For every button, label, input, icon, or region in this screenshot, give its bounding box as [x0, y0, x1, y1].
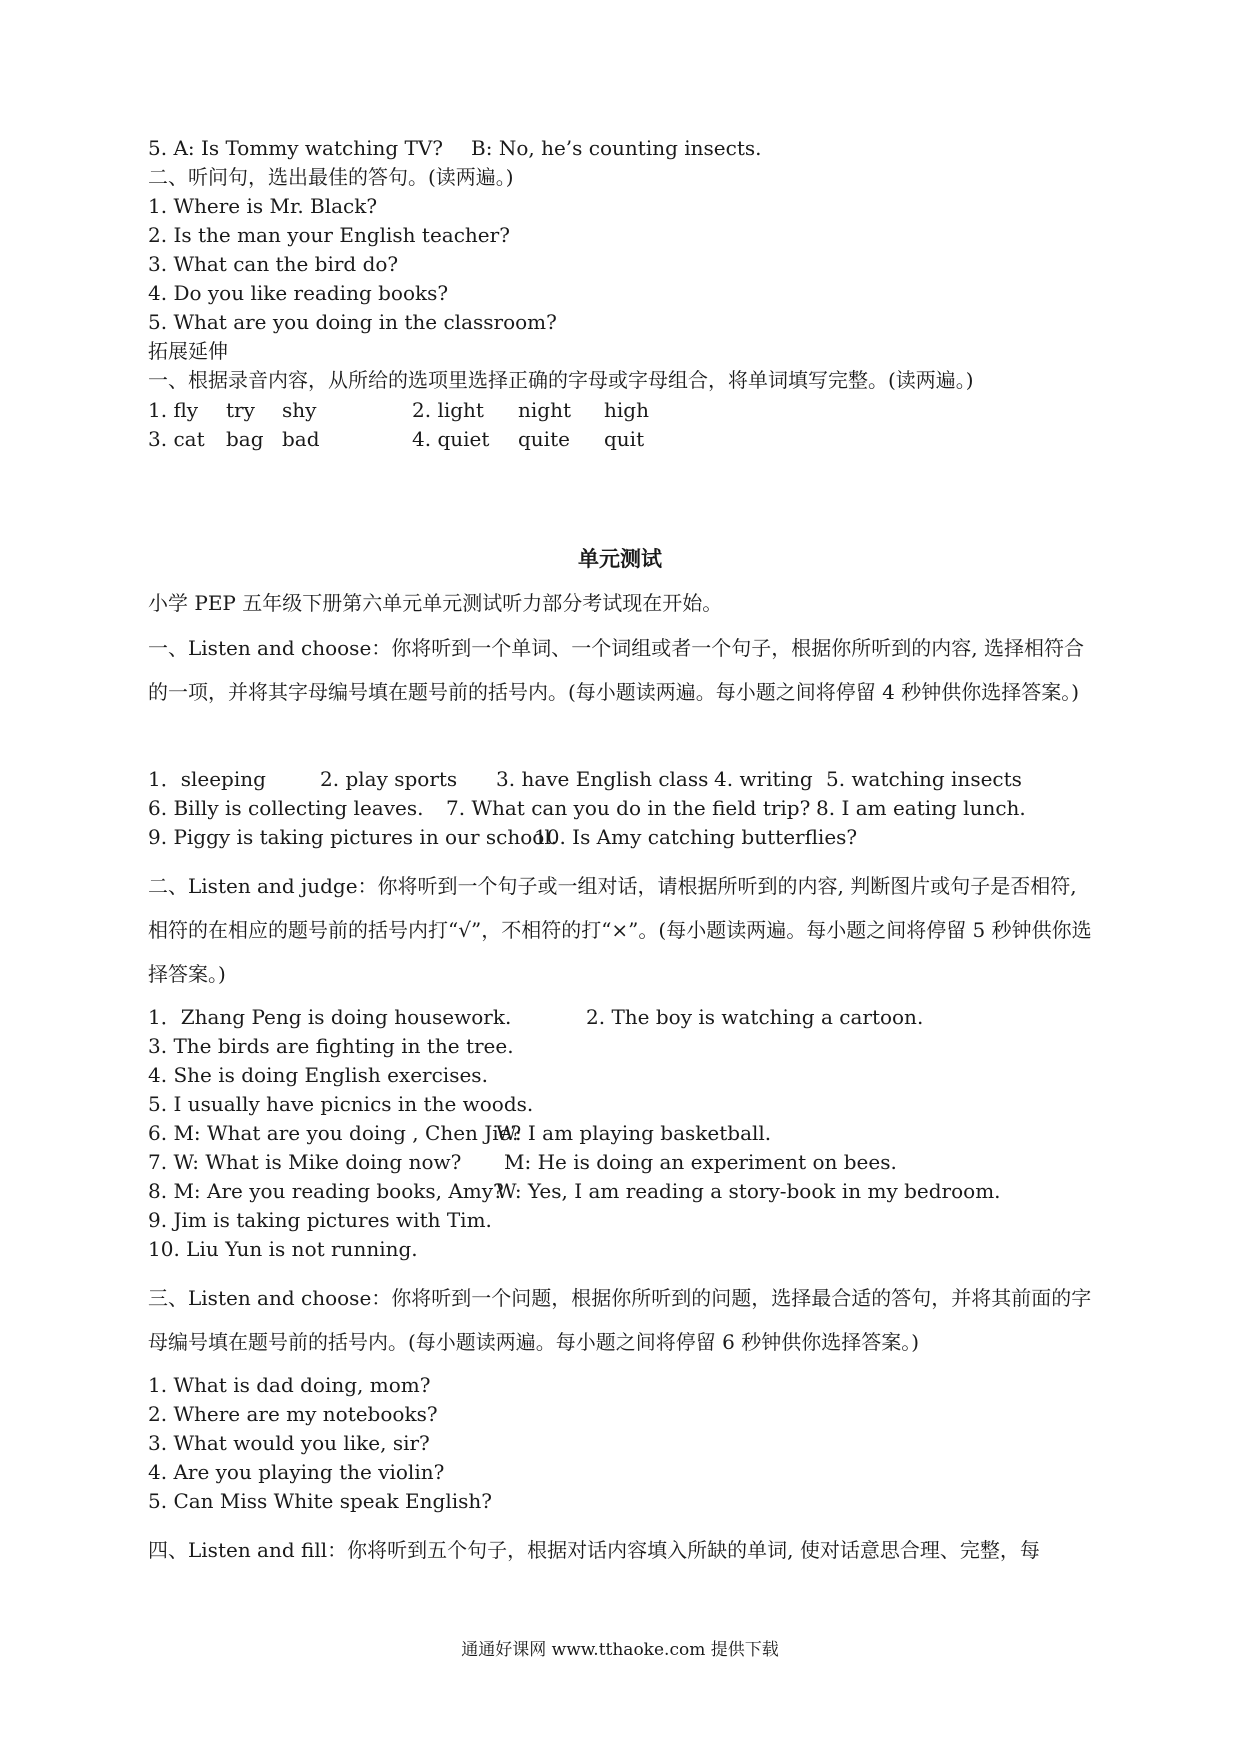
sec2-item-1: 1. Where is Mr. Black?	[148, 194, 378, 218]
part-2-item-9: 9. Jim is taking pictures with Tim.	[148, 1208, 492, 1232]
part-1-item: 8. I am eating lunch.	[816, 796, 1026, 820]
part-2-item: 1．Zhang Peng is doing housework.	[148, 1005, 512, 1029]
part-1-item: 4. writing	[714, 767, 813, 791]
word-option: 1. fly	[148, 398, 199, 422]
word-option: 4. quiet	[412, 427, 490, 451]
part-1-item: 2. play sports	[320, 767, 458, 791]
part-1-instruction: 一、Listen and choose：你将听到一个单词、一个词组或者一个句子，根据你所听到的内容, 选择相符合的一项，并将其字母编号填在题号前的括号内。(每小题读两遍。每小题之间将停留 4 秒钟供你选择答案。)	[148, 636, 1084, 704]
dialog-line-a: 7. W: What is Mike doing now?	[148, 1150, 462, 1174]
part-1-item: 9. Piggy is taking pictures in our school.	[148, 825, 558, 849]
dialog-line-a: 8. M: Are you reading books, Amy?	[148, 1179, 504, 1203]
sec2-item-5: 5. What are you doing in the classroom?	[148, 310, 557, 334]
part-2-item-5: 5. I usually have picnics in the woods.	[148, 1092, 534, 1116]
top-item-5-b: B: No, he’s counting insects.	[471, 136, 762, 160]
unit-test-intro: 小学 PEP 五年级下册第六单元单元测试听力部分考试现在开始。	[148, 591, 723, 615]
extension-title: 拓展延伸	[148, 339, 228, 363]
part-1-item: 5. watching insects	[826, 767, 1022, 791]
part-4-instruction: 四、Listen and fill：你将听到五个句子，根据对话内容填入所缺的单词, 使对话意思合理、完整，每	[148, 1538, 1040, 1562]
word-option: bad	[282, 427, 320, 451]
top-item-5-a: 5. A: Is Tommy watching TV?	[148, 136, 444, 160]
word-option: 3. cat	[148, 427, 205, 451]
part-3-item-2: 2. Where are my notebooks?	[148, 1402, 438, 1426]
part-1-item: 6. Billy is collecting leaves.	[148, 796, 424, 820]
word-option: bag	[226, 427, 264, 451]
dialog-line-b: M: He is doing an experiment on bees.	[504, 1150, 897, 1174]
part-3-instruction: 三、Listen and choose：你将听到一个问题，根据你所听到的问题，选择最合适的答句，并将其前面的字母编号填在题号前的括号内。(每小题读两遍。每小题之间将停留 6 秒钟供你选择答案。)	[148, 1286, 1092, 1354]
part-1-item: 10. Is Amy catching butterflies?	[534, 825, 858, 849]
word-option: try	[226, 398, 255, 422]
extension-instruction: 一、根据录音内容，从所给的选项里选择正确的字母或字母组合，将单词填写完整。(读两遍。)	[148, 368, 974, 392]
word-option: shy	[282, 398, 317, 422]
part-2-item-4: 4. She is doing English exercises.	[148, 1063, 488, 1087]
top-item-5	[148, 135, 762, 161]
part-3-item-3: 3. What would you like, sir?	[148, 1431, 430, 1455]
section-2-title: 二、听问句，选出最佳的答句。(读两遍。)	[148, 165, 514, 189]
part-2-item-3: 3. The birds are fighting in the tree.	[148, 1034, 514, 1058]
word-option: quit	[604, 427, 645, 451]
word-option: night	[518, 398, 571, 422]
dialog-line-a: 6. M: What are you doing , Chen Jie?	[148, 1121, 522, 1145]
unit-test-title: 单元测试	[578, 547, 662, 571]
part-1-item: 3. have English class	[496, 767, 709, 791]
part-2-instruction: 二、Listen and judge：你将听到一个句子或一组对话，请根据所听到的内容, 判断图片或句子是否相符, 相符的在相应的题号前的括号内打“√”，不相符的打“×”。(每小题读两遍。每小题之间将停留 5 秒钟供你选择答案。)	[148, 874, 1092, 986]
part-3-item-5: 5. Can Miss White speak English?	[148, 1489, 492, 1513]
sec2-item-4: 4. Do you like reading books?	[148, 281, 449, 305]
word-option: high	[604, 398, 649, 422]
word-option: 2. light	[412, 398, 484, 422]
part-2-item: 2. The boy is watching a cartoon.	[586, 1005, 924, 1029]
part-2-item-10: 10. Liu Yun is not running.	[148, 1237, 418, 1261]
word-option: quite	[518, 427, 570, 451]
sec2-item-3: 3. What can the bird do?	[148, 252, 399, 276]
part-3-item-4: 4. Are you playing the violin?	[148, 1460, 445, 1484]
part-3-item-1: 1. What is dad doing, mom?	[148, 1373, 431, 1397]
dialog-line-b: W: I am playing basketball.	[496, 1121, 772, 1145]
dialog-line-b: W: Yes, I am reading a story-book in my bedroom.	[496, 1179, 1001, 1203]
page-footer: 通通好课网 www.tthaoke.com 提供下载	[461, 1640, 779, 1660]
sec2-item-2: 2. Is the man your English teacher?	[148, 223, 510, 247]
part-1-item: 7. What can you do in the field trip?	[446, 796, 811, 820]
part-1-item: 1．sleeping	[148, 767, 266, 791]
